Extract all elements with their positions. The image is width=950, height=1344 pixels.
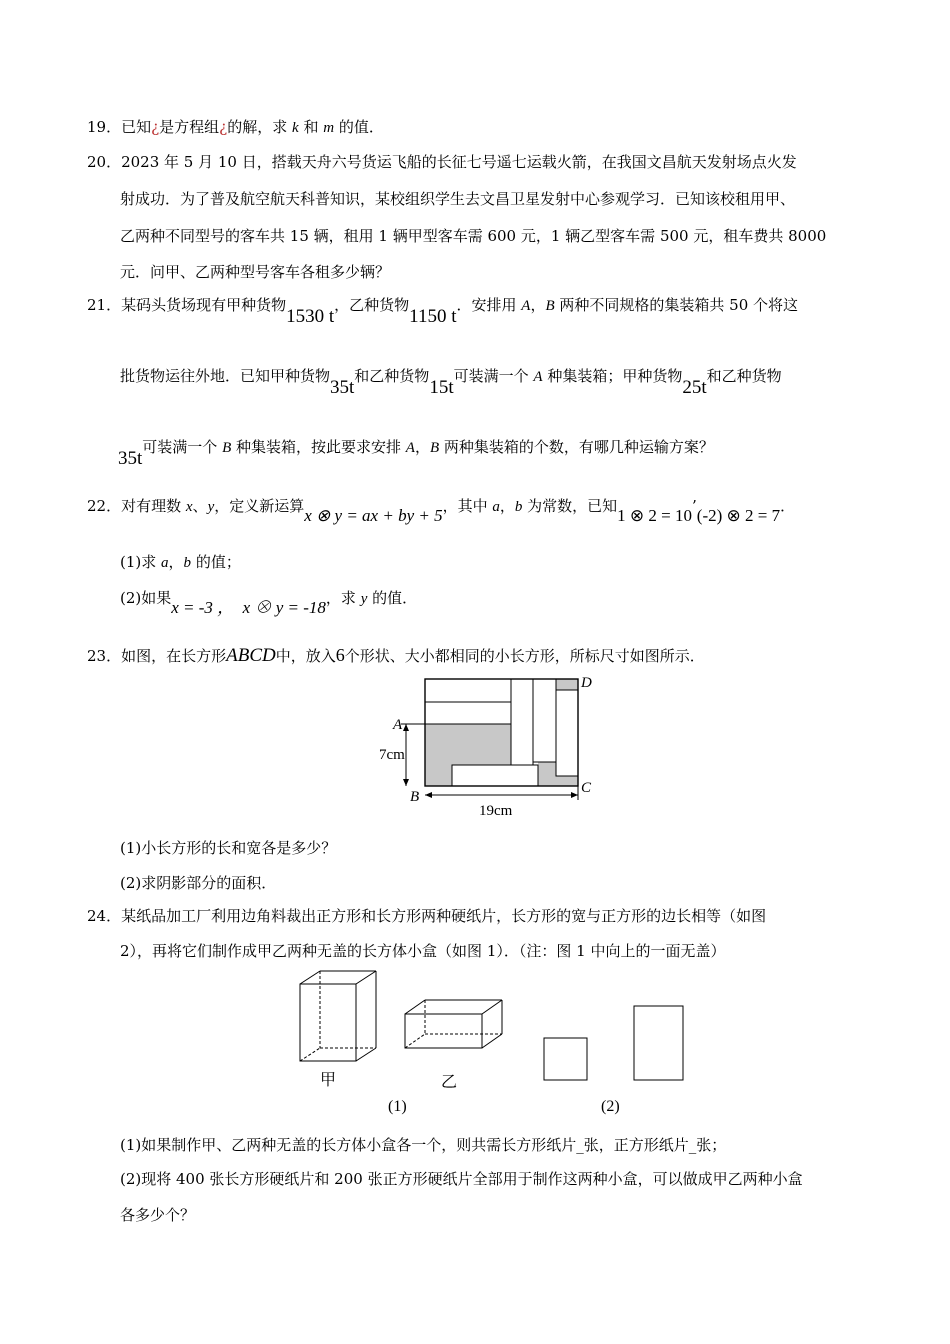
q24-number: 24． [87,907,122,925]
q19-glyph-a: ¿ [151,118,160,136]
q23-figure [370,670,610,820]
arrow-up-icon [403,724,409,731]
q21-line-1: 21．某码头货场现有甲种货物1530 t，乙种货物1150 t．安排用 A，B 两种不同规格的集装箱共 50 个将这 [87,296,799,327]
arrow-down-icon [403,779,409,786]
shaded-region-top-right [556,679,578,690]
small-rect-2 [425,702,511,724]
q20-line-3: 乙两种不同型号的客车共 15 辆，租用 1 辆甲型客车需 600 元，1 辆乙型客车需 500 元，租车费共 8000 [120,227,827,245]
box-yi [405,1000,502,1048]
q24-part-2: (2)现将 400 张长方形硬纸片和 200 张正方形硬纸片全部用于制作这两种小盒，可以做成甲乙两种小盒 [120,1170,803,1188]
label-fig-1: (1) [388,1098,407,1115]
q24-figure [290,970,700,1120]
box-jia [300,971,376,1061]
small-rect-6 [452,765,538,786]
q22-part-1: (1)求 a，b 的值； [120,553,241,571]
q23-part-2: (2)求阴影部分的面积． [120,874,277,892]
rectangle-card [634,1006,683,1080]
label-fig-2: (2) [601,1098,620,1115]
q19-number: 19． [87,118,122,136]
q21-number: 21． [87,296,122,314]
q22-part-2: (2)如果x = -3 ， x ⊗ y = -18，求 y 的值． [120,589,418,617]
small-rect-4 [533,679,556,762]
label-D: D [581,675,592,691]
q24-line-2: 2），再将它们制作成甲乙两种无盖的长方体小盒（如图 1）．（注：图 1 中向上的一面无盖） [120,942,726,960]
arrow-right-icon [571,792,578,798]
label-A: A [393,717,403,733]
q24-part-1: (1)如果制作甲、乙两种无盖的长方体小盒各一个，则共需长方形纸片_张，正方形纸片_张； [120,1136,727,1154]
q24-part-2-cont: 各多少个？ [120,1206,196,1224]
label-19cm: 19cm [479,803,513,819]
label-7cm: 7cm [379,747,405,763]
square-card [544,1038,587,1080]
q22-line-1: 22．对有理数 x、y，定义新运算x ⊗ y = ax + by + 5，其中 a，b 为常数，已知1 ⊗ 2 = 10’(-2) ⊗ 2 = 7． [87,497,796,525]
small-rect-3 [511,679,533,765]
label-C: C [581,780,592,796]
q22-operation: x ⊗ y = ax + by + 5 [304,506,443,525]
q20-line-4: 元．问甲、乙两种型号客车各租多少辆？ [120,263,391,281]
label-jia: 甲 [320,1072,337,1089]
q23-line-1: 23．如图，在长方形ABCD中，放入6个形状、大小都相同的小长方形，所标尺寸如图所示． [87,645,705,666]
label-B: B [410,789,420,805]
q22-number: 22． [87,497,122,515]
q24-line-1: 24．某纸品加工厂利用边角料裁出正方形和长方形两种硬纸片，长方形的宽与正方形的边长相等（如图 [87,907,767,925]
q21-line-3: 35t可装满一个 B 种集装箱，按此要求安排 A，B 两种集装箱的个数，有哪几种运输方案？ [118,438,714,469]
q23-number: 23． [87,647,122,665]
q20-number: 20． [87,153,122,171]
arrow-left-icon [425,792,432,798]
small-rect-5 [556,690,578,776]
small-rect-1 [425,679,511,702]
label-yi: 乙 [441,1074,458,1091]
q21-line-2: 批货物运往外地．已知甲种货物35t和乙种货物15t可装满一个 A 种集装箱；甲种货物25t和乙种货物 [120,367,782,398]
q19-glyph-b: ¿ [219,118,228,136]
q20-line-1: 20．2023 年 5 月 10 日，搭载天舟六号货运飞船的长征七号遥七运载火箭，在我国文昌航天发射场点火发 [87,153,797,171]
q19: 19．已知¿是方程组¿的解，求 k 和 m 的值． [87,118,384,136]
q23-part-1: (1)小长方形的长和宽各是多少？ [120,839,337,857]
q20-line-2: 射成功．为了普及航空航天科普知识，某校组织学生去文昌卫星发射中心参观学习．已知该校租用甲、 [120,190,796,208]
